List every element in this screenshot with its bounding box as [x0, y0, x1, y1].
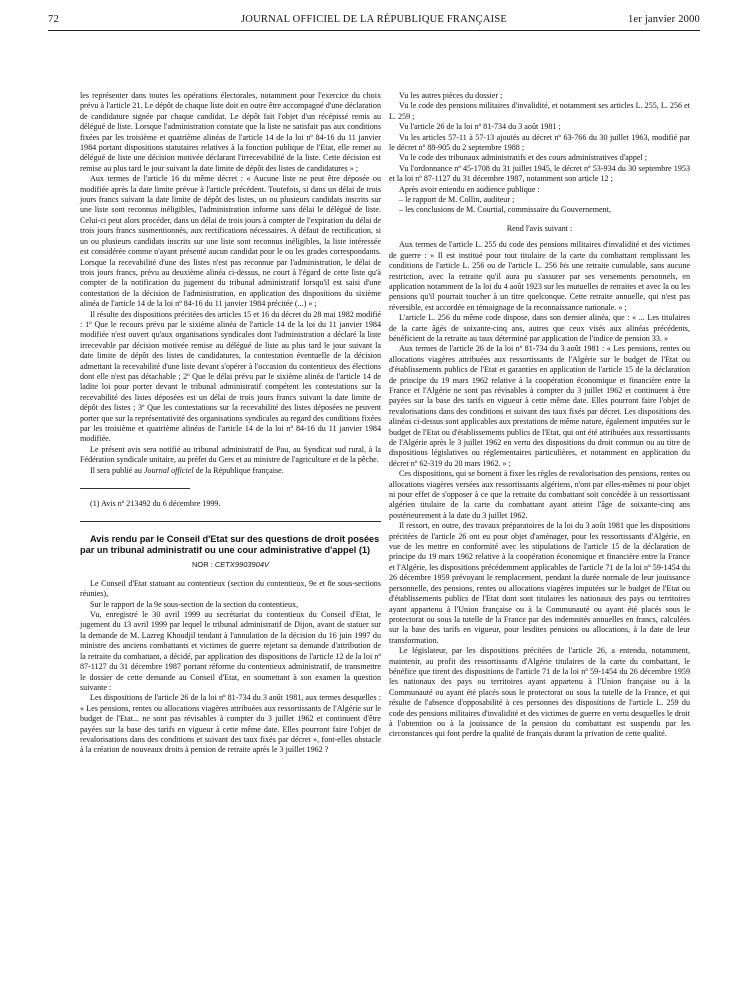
paragraph: Le législateur, par les dispositions précitées de l'article 26, a entendu, notamment, maintenir, au profit des ressortissants d'Algérie titulaires de la carte du combattant, le bénéfice que tirent des dispositions de l'article 71 de la loi nº 59-1454 du 26 décembre 1959 les nationaux des pays ou territoires ayant appartenu à l'Union française ou à la Communauté ou ayant été placés sous le protectorat ou sous la tutelle de la France, et qui résulte de l'absence d'opposabilité à ces personnes des dispositions de l'article L. 259 du code des pensions militaires d'invalidité et des victimes de guerre en vertu desquelles le droit à l'obtention ou à la jouissance de la pension du combattant est suspendu par les circonstances qui font perdre la qualité de français durant la privation de cette qualité. [389, 646, 690, 739]
page-header [48, 14, 700, 28]
publication-note [80, 466, 381, 476]
publication-note-post: de la République française. [193, 465, 284, 475]
nor-label: NOR : [191, 560, 215, 570]
visa-line: Après avoir entendu en audience publique : [399, 184, 540, 194]
page-number: 72 [48, 14, 59, 25]
visa-line: Vu le code des pensions militaires d'invalidité, et notamment ses articles L. 255, L. 256 et L. 259 ; [389, 101, 690, 121]
left-column [80, 91, 381, 756]
journal-title: JOURNAL OFFICIEL DE LA RÉPUBLIQUE FRANÇAISE [241, 14, 507, 25]
paragraph: Il résulte des dispositions précitées des articles 15 et 16 du décret du 28 mai 1982 modifié : 1º Que le recours prévu par le sixième alinéa de l'article 14 de la loi du 11 janvier 1984 modifiée n'est ouvert qu'aux organisations syndicales dont l'administration a déclaré la liste irrecevable par décision motivée remise au délégué de liste au plus tard le jour suivant la date limite de dépôt des listes de candidatures, la contestation éventuelle de la décision admettant la recevabilité d'une liste devant s'opérer à l'occasion du contentieux des élections dont elle n'est pas détachable ; 2º Que le délai prévu par le sixième alinéa de l'article 14 de ladite loi pour porter devant le tribunal administratif compétent les contestations sur la recevabilité des listes déposées est un délai de trois jours francs suivant la date limite de dépôt des listes ; 3º Que les contestations sur la recevabilité des listes déposées ne peuvent porter que sur la représentativité des organisations syndicales au regard des conditions fixées par les troisième et quatrième alinéas de l'article 14 de la loi nº 84-16 du 11 janvier 1984 modifiée. [80, 309, 381, 444]
paragraph: Le Conseil d'Etat statuant au contentieux (section du contentieux, 9e et 8e sous-sections réunies), [80, 578, 381, 599]
l255-text-pre: Aux termes de l'article L. 255 du code des pensions militaires d'invalidité et des victimes de guerre : « Il est institué pour tout titulaire de la carte du combattant remplissant les conditions de l'article L. 256 ou de l'article L. 256 [389, 240, 690, 271]
paragraph: Le présent avis sera notifié au tribunal administratif de Pau, au Syndicat sud rural, à la Fédération syndicale unitaire, au préfet du Gers et au ministre de l'agriculture et de la pêche. [80, 444, 381, 465]
section-separator [80, 521, 381, 522]
paragraph: Il ressort, en outre, des travaux préparatoires de la loi du 3 août 1981 que les dispositions précitées de l'article 26 ont eu pour objet d'aménager, pour les ressortissants d'Algérie, en vue de les mettre en conformité avec les stipulations de l'article 15 de la déclaration de principe du 19 mars 1962 relative à la coopération économique et financière entre la France et l'Algérie, les dispositions précédemment applicables de l'article 71 de la loi nº 59-1454 du 26 décembre 1959 prévoyant le remplacement, pendant la durée normale de leur jouissance personnelle, des pensions, rentes ou allocations viagères imputées sur le budget de l'Etat ou d'établissements publics de l'Etat dont sont titulaires les nationaux des pays ou territoires ayant appartenu à l'Union française ou à la Communauté ou ayant été placés sous le protectorat ou sous la tutelle de la France par des indemnités annuelles en francs, calculées sur la base des tarifs en vigueur, pour lesdites pensions ou allocations, à la date de leur transformation. [389, 521, 690, 645]
issue-date: 1er janvier 2000 [627, 14, 700, 25]
heard-line: – les conclusions de M. Courtial, commissaire du Gouvernement, [399, 205, 611, 215]
visa-line: Vu les autres pièces du dossier ; [399, 91, 503, 100]
paragraph: L'article L. 256 du même code dispose, dans son dernier alinéa, que : « ... Les titulaires de la carte âgés de soixante-cinq ans, autres que ceux visés aux alinéas précédents, bénéficient de la retraite au taux déterminé par application de l'indice de pension 33. » [389, 313, 690, 343]
visa-line: Vu l'ordonnance nº 45-1708 du 31 juillet 1945, le décret nº 53-934 du 30 septembre 1953 et la loi nº 87-1127 du 31 décembre 1987, notamment son article 12 ; [389, 163, 690, 184]
visa-line: Vu le code des tribunaux administratifs et des cours administratives d'appel ; [399, 153, 647, 163]
paragraph: Aux termes de l'article 26 de la loi nº 81-734 du 3 août 1981 : « Les pensions, rentes ou allocations viagères attribuées aux ressortissants de l'Algérie sur le budget de l'Etat ou d'établissements publics de l'Etat et garanties en application de l'article 15 de la déclaration de principe du 19 mars 1962 relative à la coopération économique et financière entre la France et l'Algérie ne sont pas révisables à compter du 3 juillet 1962 et continuent à être payées sur la base des tarifs en vigueur à cette même date. Elles pourront faire l'objet de revalorisations dans des conditions et suivant des taux fixés par décret. Les dispositions des alinéas ci-dessus sont applicables aux prestations de même nature, également imputées sur le budget de l'Etat ou d'établissements publics de l'Etat, qui ont été attribuées aux ressortissants de l'Algérie après le 3 juillet 1962 en vertu des dispositions du droit commun ou au titre de dispositions législatives ou réglementaires particulières, et notamment en application du décret nº 62-319 du 20 mars 1962. » ; [389, 344, 690, 468]
nor-reference [80, 560, 381, 570]
footnote: (1) Avis nº 213492 du 6 décembre 1999. [90, 499, 221, 509]
l255-text-post: une retraite cumulable, sans aucune restriction, avec la retraite qu'il aura pu s'assurer par ses versements personnels, en application notamment de la loi du 4 août 1923 sur les mutuelles de retraites et avec la ou les pensions qu'il pourrait toucher à un titre quelconque. Cette retraite annuelle, qui n'est pas réversible, est accordée en témoignage de la reconnaissance nationale. » ; [389, 261, 690, 312]
visa-line: Vu les articles 57-11 à 57-13 ajoutés au décret nº 63-766 du 30 juillet 1963, modifié par le décret nº 88-905 du 2 septembre 1988 ; [389, 132, 690, 153]
paragraph: Ces dispositions, qui se bornent à fixer les règles de revalorisation des pensions, rentes ou allocations viagères versées aux ressortissants algériens, n'ont par elles-mêmes ni pour objet ni pour effet de s'opposer à ce que la retraite du combattant soit concédée à un ressortissant algérien titulaire de la carte du combattant ayant atteint l'âge de soixante-cinq ans postérieurement à la date du 3 juillet 1962. [389, 469, 690, 520]
section-title: Avis rendu par le Conseil d'Etat sur des questions de droit posées par un tribunal administratif ou une cour administrative d'appel (1) [80, 534, 380, 556]
header-rule [48, 30, 700, 31]
publication-note-pre: Il sera publié au [90, 465, 144, 475]
rend-avis-heading: Rend l'avis suivant : [506, 223, 573, 233]
paragraph: Sur le rapport de la 9e sous-section de la section du contentieux, [90, 599, 299, 609]
right-column [389, 91, 690, 740]
paragraph: Vu, enregistré le 30 avril 1999 au secrétariat du contentieux du Conseil d'Etat, le jugement du 13 avril 1999 par lequel le tribunal administratif de Dijon, avant de statuer sur la demande de M. Lazreg Khoudjil tendant à l'annulation de la décision du 16 juin 1997 du ministre des anciens combattants et victimes de guerre rejetant sa demande d'attribution de la retraite du combattant, a décidé, par application des dispositions de l'article 12 de la loi nº 87-1127 du 31 décembre 1987 portant réforme du contentieux administratif, de transmettre le dossier de cette demande au Conseil d'Etat, en soumettant à son examen la question suivante : [80, 610, 381, 692]
heard-line: – le rapport de M. Collin, auditeur ; [399, 195, 515, 205]
paragraph: Aux termes de l'article 16 du même décret : « Aucune liste ne peut être déposée ou modifiée après la date limite prévue à l'article précédent. Toutefois, si dans un délai de trois jours francs suivant la date limite de dépôt des listes, un ou plusieurs candidats inscrits sur une liste sont reconnus inéligibles, l'administration informe sans délai le délégué de liste. Celui-ci peut alors procéder, dans un délai de trois jours à compter de l'expiration du délai de trois jours francs susmentionnés, aux rectifications nécessaires. A défaut de rectification, si un ou plusieurs candidats inscrits sur une liste sont reconnus inéligibles, la liste intéressée est considérée comme n'ayant présenté aucun candidat pour le ou les grades correspondants. Lorsque la recevabilité d'une des listes n'est pas reconnue par l'administration, le délai de trois jours francs, prévu au deuxième alinéa ci-dessus, ne court à l'égard de cette liste qu'à compter de la notification du jugement du tribunal administratif lorsqu'il est saisi d'une contestation de la décision de l'administration, en application des dispositions du sixième alinéa de l'article 14 de la loi nº 84-16 du 11 janvier 1984 précitée (...) » ; [80, 174, 381, 309]
visa-line: Vu l'article 26 de la loi nº 81-734 du 3 août 1981 ; [399, 122, 561, 132]
journal-name-italic: Journal officiel [143, 465, 194, 475]
nor-code: CETX9903904V [214, 560, 270, 570]
paragraph [389, 240, 690, 313]
paragraph: Les dispositions de l'article 26 de la loi nº 81-734 du 3 août 1981, aux termes desquelles : « Les pensions, rentes ou allocations viagères attribuées aux ressortissants de l'Algérie sur le budget de l'Etat... ne sont pas révisables à compter du 3 juillet 1962 et continuent d'être payées sur la base des tarifs en vigueur à cette même date. Elles pourront faire l'objet de revalorisations dans des conditions et suivant des taux fixés par décret », font-elles obstacle à la création de nouveaux droits à pension de retraite après le 3 juillet 1962 ? [80, 693, 381, 755]
l255-bis: bis [559, 261, 570, 271]
paragraph: les représenter dans toutes les opérations électorales, notamment pour l'exercice du choix prévu à l'article 21. Le dépôt de chaque liste doit en outre être accompagné d'une déclaration de candidature signée par chaque candidat. Le dépôt fait l'objet d'un récépissé remis au délégué de liste. Lorsque l'administration constate que la liste ne satisfait pas aux conditions fixées par les troisième et quatrième alinéas de l'article 14 de la loi nº 84-16 du 11 janvier 1984 portant dispositions statutaires relatives à la fonction publique de l'Etat, elle remet au délégué de liste une décision motivée déclarant l'irrecevabilité de la liste. Cette décision est remise au plus tard le jour suivant la date limite de dépôt des listes de candidatures » ; [80, 91, 381, 173]
footnote-separator [80, 488, 190, 489]
